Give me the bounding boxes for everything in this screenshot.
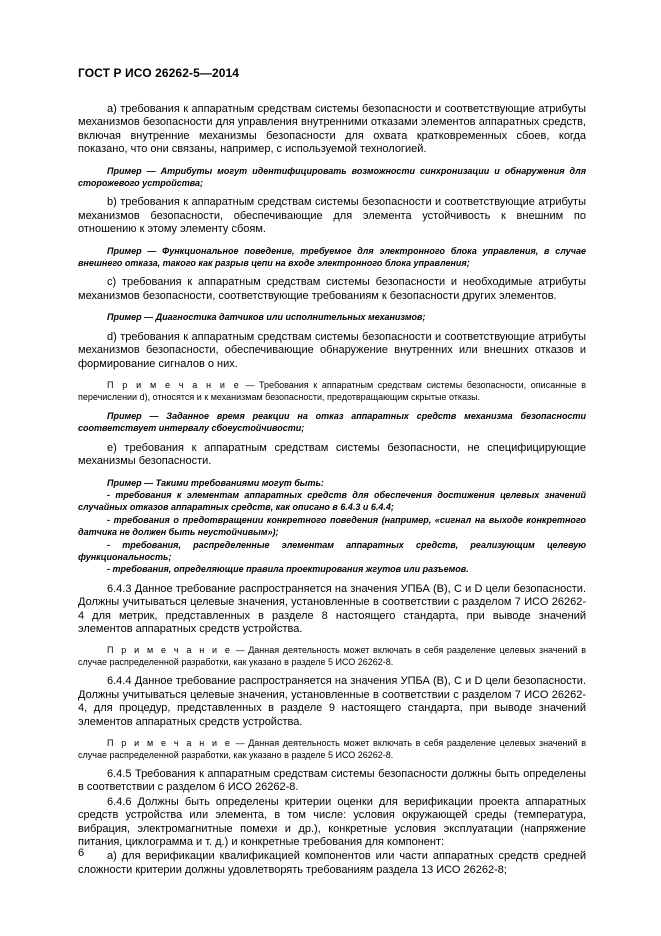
- document-header: ГОСТ Р ИСО 26262-5—2014: [78, 66, 240, 80]
- example-e-item: - требования к элементам аппаратных средств для обеспечения достижения целевых значений случайных отказов аппаратных средств, как описано в 6.4.3 и 6.4.4;: [78, 489, 586, 513]
- clause-6-4-5: 6.4.5 Требования к аппаратным средствам системы безопасности должны быть определены в соответствии с разделом 6 ИСО 26262-8.: [78, 768, 586, 794]
- example-e: [78, 477, 586, 576]
- note-6-4-3: [78, 644, 586, 668]
- clause-6-4-4: 6.4.4 Данное требование распространяется на значения УПБА (B), C и D цели безопасности. Должны учитываться целевые значения, установленные в соответствии с разделом 7 ИСО 26262-4, для процедур, представленных в разделе 9 настоящего стандарта, при выводе значений элементов аппаратных средств устройства.: [78, 675, 586, 728]
- note-label: П р и м е ч а н и е: [107, 645, 232, 656]
- example-e-item: - требования о предотвращении конкретного поведения (например, «сигнал на выходе конкретного датчика не должен быть неустойчивым»);: [78, 514, 586, 538]
- clause-6-4-3: 6.4.3 Данное требование распространяется на значения УПБА (B), C и D цели безопасности. Должны учитываться целевые значения, установленные в соответствии с разделом 7 ИСО 26262-4 для метрик, представленных в разделе 8 настоящего стандарта, при выводе значений элементов аппаратных средств устройства.: [78, 582, 586, 635]
- clause-6-4-6: 6.4.6 Должны быть определены критерии оценки для верификации проекта аппаратных средств устройства или элемента, в том числе: условия окружающей среды (температура, вибрация, электромагнитные помехи и др.), конкретные условия эксплуатации (напряжение питания, циклограмма и т. д.) и конкретные требования для компонент:: [78, 795, 586, 849]
- example-e-item: - требования, распределенные элементам аппаратных средств, реализующим целевую функциональность;: [78, 539, 586, 562]
- example-a: Пример — Атрибуты могут идентифицировать возможности синхронизации и обнаружения для сторожевого устройства;: [78, 165, 586, 189]
- example-b: Пример — Функциональное поведение, требуемое для электронного блока управления, в случае внешнего отказа, такого как разрыв цепи на входе электронного блока управления;: [78, 245, 586, 269]
- note-text: — Данная деятельность может включать в себя разделение целевых значений в случае распределенной разработки, как указано в разделе 5 ИСО 26262-8.: [78, 738, 586, 761]
- note-d: [78, 379, 586, 403]
- requirement-d: d) требования к аппаратным средствам системы безопасности и соответствующие атрибуты механизмов безопасности, обеспечивающие обнаружение внутренних или внешних отказов и формирование сигналов о них.: [78, 330, 586, 370]
- requirement-a: а) требования к аппаратным средствам системы безопасности и соответствующие атрибуты механизмов безопасности для управления внутренними отказами элементов аппаратных средств, включая внутренние механизмы безопасности для охвата кратковременных сбоев, когда показано, что они связаны, например, с используемой технологией.: [78, 103, 586, 156]
- requirement-e: e) требования к аппаратным средствам системы безопасности, не специфицирующие механизмы безопасности.: [78, 441, 586, 468]
- requirement-c: c) требования к аппаратным средствам системы безопасности и необходимые атрибуты механизмов безопасности, соответствующие требованиям к безопасности других элементов.: [78, 276, 586, 302]
- page-number: 6: [78, 847, 85, 859]
- example-e-item: - требования, определяющие правила проектирования жгутов или разъемов.: [107, 564, 469, 575]
- note-label: П р и м е ч а н и е: [107, 379, 241, 390]
- example-d: Пример — Заданное время реакции на отказ аппаратных средств механизма безопасности соответствует интервалу сбоеустойчивости;: [78, 410, 586, 434]
- clause-6-4-6-a: а) для верификации квалификацией компонентов или части аппаратных средств средней сложности критерии должны удовлетворять требованиям раздела 13 ИСО 26262-8;: [78, 850, 586, 876]
- note-text: — Данная деятельность может включать в себя разделение целевых значений в случае распределенной разработки, как указано в разделе 5 ИСО 26262-8.: [78, 645, 586, 668]
- note-6-4-4: [78, 737, 586, 761]
- document-body: [78, 103, 586, 885]
- note-text: — Требования к аппаратным средствам системы безопасности, описанные в перечислении d), относятся и к механизмам безопасности, предотвращающим скрытые отказы.: [78, 379, 587, 402]
- note-label: П р и м е ч а н и е: [107, 738, 232, 749]
- example-c: Пример — Диагностика датчиков или исполнительных механизмов;: [107, 312, 426, 323]
- example-e-title: Пример — Такими требованиями могут быть:: [107, 477, 324, 488]
- requirement-b: b) требования к аппаратным средствам системы безопасности и соответствующие атрибуты механизмов безопасности, обеспечивающие для элемента устойчивость к внешним по отношению к этому элементу сбоям.: [78, 196, 586, 236]
